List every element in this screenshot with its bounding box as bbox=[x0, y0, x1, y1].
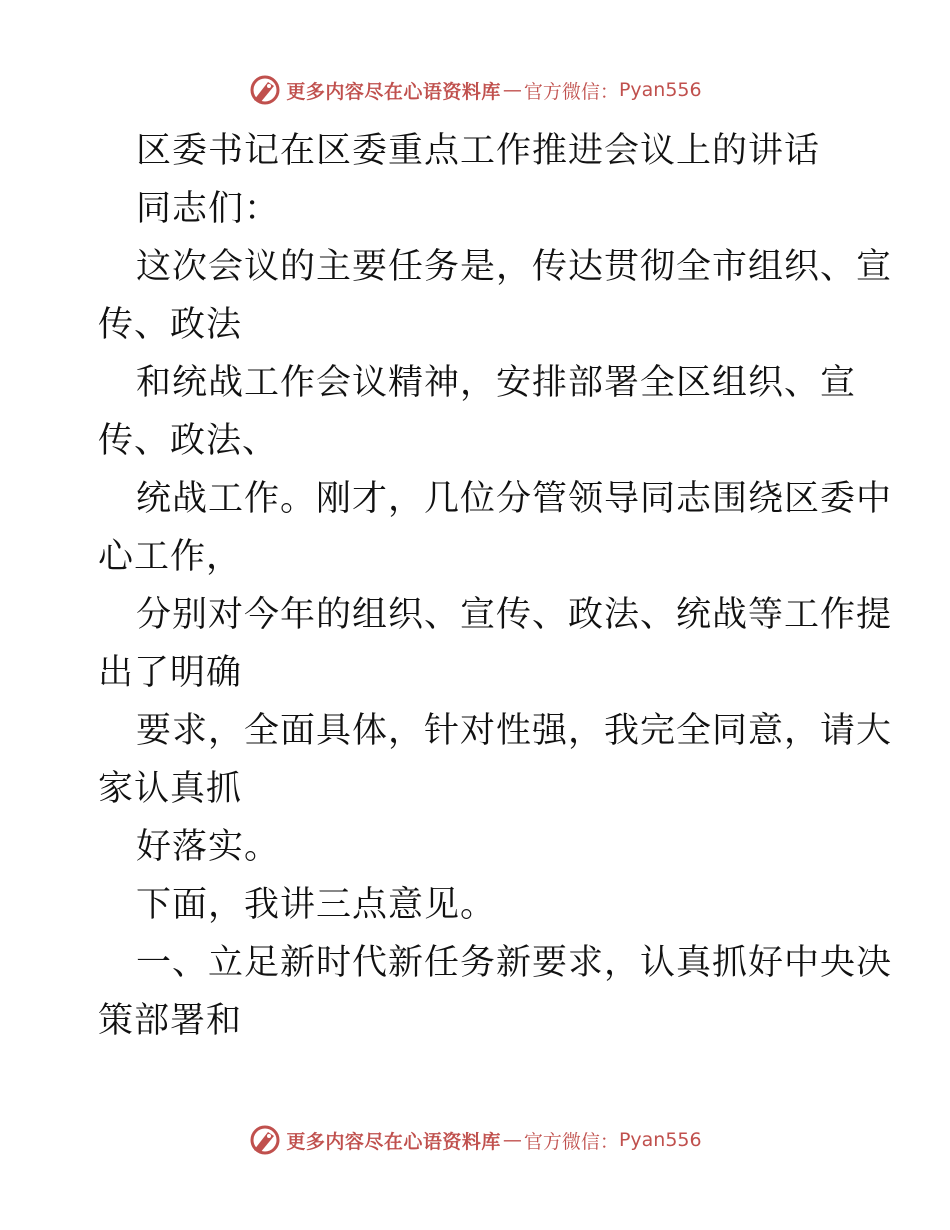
footer-banner bbox=[0, 1120, 950, 1160]
header-banner bbox=[0, 70, 950, 110]
section-heading: 一、立足新时代新任务新要求，认真抓好中央决 bbox=[136, 943, 893, 983]
paragraph-line: 好落实。 bbox=[136, 827, 281, 867]
banner-contact-label: 官方微信： bbox=[523, 1130, 619, 1153]
banner-separator: — bbox=[502, 1129, 522, 1151]
paragraph-line: 分别对今年的组织、宣传、政法、统战等工作提 bbox=[136, 595, 893, 635]
section-heading-continued: 策部署和 bbox=[98, 1001, 243, 1041]
document-body bbox=[98, 122, 893, 1050]
pen-nib-circle-icon bbox=[248, 73, 282, 107]
paragraph-line: 出了明确 bbox=[98, 653, 243, 693]
banner-separator: — bbox=[502, 79, 522, 101]
pen-nib-circle-icon bbox=[248, 1123, 282, 1157]
salutation: 同志们： bbox=[136, 189, 281, 229]
banner-contact-label: 官方微信： bbox=[523, 80, 619, 103]
banner-contact-id: Pyan556 bbox=[618, 1129, 702, 1151]
paragraph-line: 要求，全面具体，针对性强，我完全同意，请大 bbox=[136, 711, 893, 751]
paragraph-line: 下面，我讲三点意见。 bbox=[136, 885, 497, 925]
paragraph-line: 和统战工作会议精神，安排部署全区组织、宣 bbox=[136, 363, 857, 403]
paragraph-line: 传、政法、 bbox=[98, 421, 279, 461]
banner-text: 更多内容尽在心语资料库 bbox=[286, 80, 501, 103]
banner-text: 更多内容尽在心语资料库 bbox=[286, 1130, 501, 1153]
paragraph-line: 家认真抓 bbox=[98, 769, 243, 809]
paragraph-line: 心工作， bbox=[98, 537, 243, 577]
document-title: 区委书记在区委重点工作推进会议上的讲话 bbox=[136, 131, 821, 171]
paragraph-line: 统战工作。刚才，几位分管领导同志围绕区委中 bbox=[136, 479, 893, 519]
banner-contact-id: Pyan556 bbox=[618, 79, 702, 101]
paragraph-line: 传、政法 bbox=[98, 305, 243, 345]
paragraph-line: 这次会议的主要任务是，传达贯彻全市组织、宣 bbox=[136, 247, 893, 287]
